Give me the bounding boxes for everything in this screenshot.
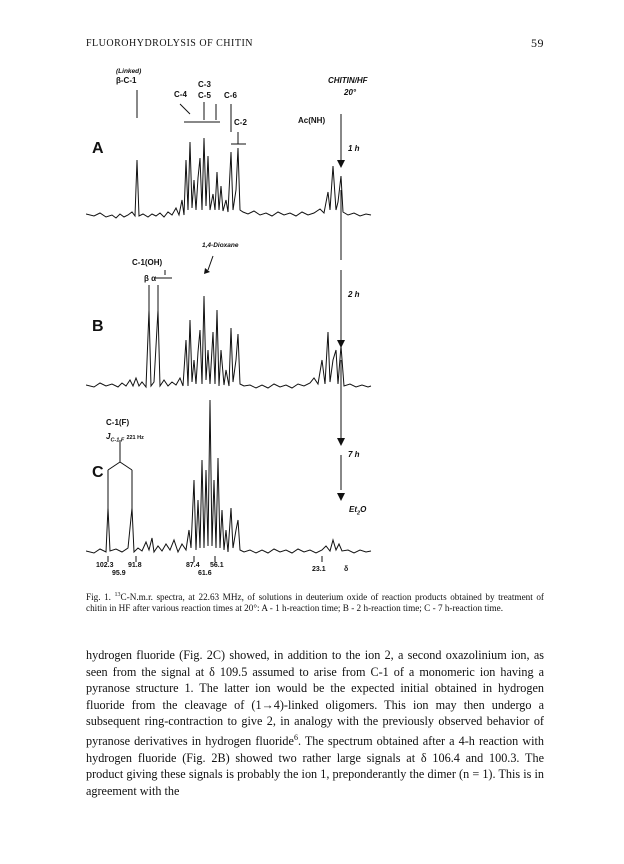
nmr-figure — [86, 60, 544, 580]
acnh-label: Ac(NH) — [298, 116, 326, 125]
figure-caption: Fig. 1. $^{13}$C-N.m.r. spectra, at 22.63 MHz, of solutions in deuterium oxide of reaction products obtained by treatment of chitin in HF after various reaction times at 20°: A - 1 h-reaction time; B - 2 h-reaction time; C - 7 h-reaction time. — [86, 592, 544, 614]
chitin-hf-label: CHITIN/HF — [328, 76, 368, 85]
paragraph: hydrogen fluoride (Fig. 2C) showed, in addition to the ion 2, a second oxazolinium ion, as seen from the signal at δ 109.5 assumed to arise from C-1 of a monomeric ion having a pyranose structure 1. The latter ion would be the expected initial obtained in hydrogen fluoride from the cleavage of (1→4)-linked oligomers. This ion may then undergo a subsequent ring-contraction to give 2, in analogy with the previously observed behavior of pyranose derivatives in hydrogen fluoride$^6$. The spectrum obtained after a 4-h reaction with hydrogen fluoride (Fig. 2B) showed two rather large signals at δ 106.4 and 100.3. The product giving these signals is probably the ion 1, preponderantly the dimer (n = 1). This is in agreement with the — [86, 648, 544, 798]
et2o-label: $Et_2O$ — [349, 505, 367, 517]
time-label-a: 1 h — [348, 144, 360, 153]
running-title: FLUOROHYDROLYSIS OF CHITIN — [86, 38, 254, 49]
spectrum-b — [86, 296, 371, 388]
coupling-label: $J_{C-1,F}$ 221 Hz — [106, 432, 144, 444]
beta-alpha-label: β α — [144, 274, 157, 283]
page-number: 59 — [531, 36, 544, 50]
c5-label: C-5 — [198, 91, 211, 100]
c3-label: C-3 — [198, 80, 211, 89]
time-label-b: 2 h — [348, 290, 360, 299]
tick-label-95-9: 95.9 — [112, 570, 126, 577]
panel-letter-b: B — [92, 318, 104, 335]
nmr-spectra-plot — [86, 60, 544, 580]
tick-label-61-6: 61.6 — [198, 570, 212, 577]
tick-label-23-1: 23.1 — [312, 566, 326, 573]
c1f-label: C-1(F) — [106, 418, 130, 427]
c4-label: C-4 — [174, 90, 187, 99]
panel-letter-c: C — [92, 464, 104, 481]
panel-letter-a: A — [92, 140, 104, 157]
tick-label-87-4: 87.4 — [186, 562, 200, 569]
dioxane-arrow — [208, 256, 213, 270]
c1oh-label: C-1(OH) — [132, 258, 163, 267]
tick-label-102-3: 102.3 — [96, 562, 114, 569]
tick-label-56-1: 56.1 — [210, 562, 224, 569]
c4-marker — [180, 104, 190, 114]
temperature-label: 20° — [344, 88, 357, 97]
spectrum-a — [86, 138, 371, 218]
dioxane-label: 1,4-Dioxane — [202, 242, 239, 249]
body-text — [86, 647, 544, 799]
beta-c1-label: β-C-1 — [116, 76, 137, 85]
tick-label-91-8: 91.8 — [128, 562, 142, 569]
c6-label: C-6 — [224, 91, 237, 100]
time-label-c: 7 h — [348, 450, 360, 459]
tick-label-delta: δ — [344, 566, 349, 573]
c2-label: C-2 — [234, 118, 247, 127]
linked-label: (Linked) — [116, 68, 142, 75]
